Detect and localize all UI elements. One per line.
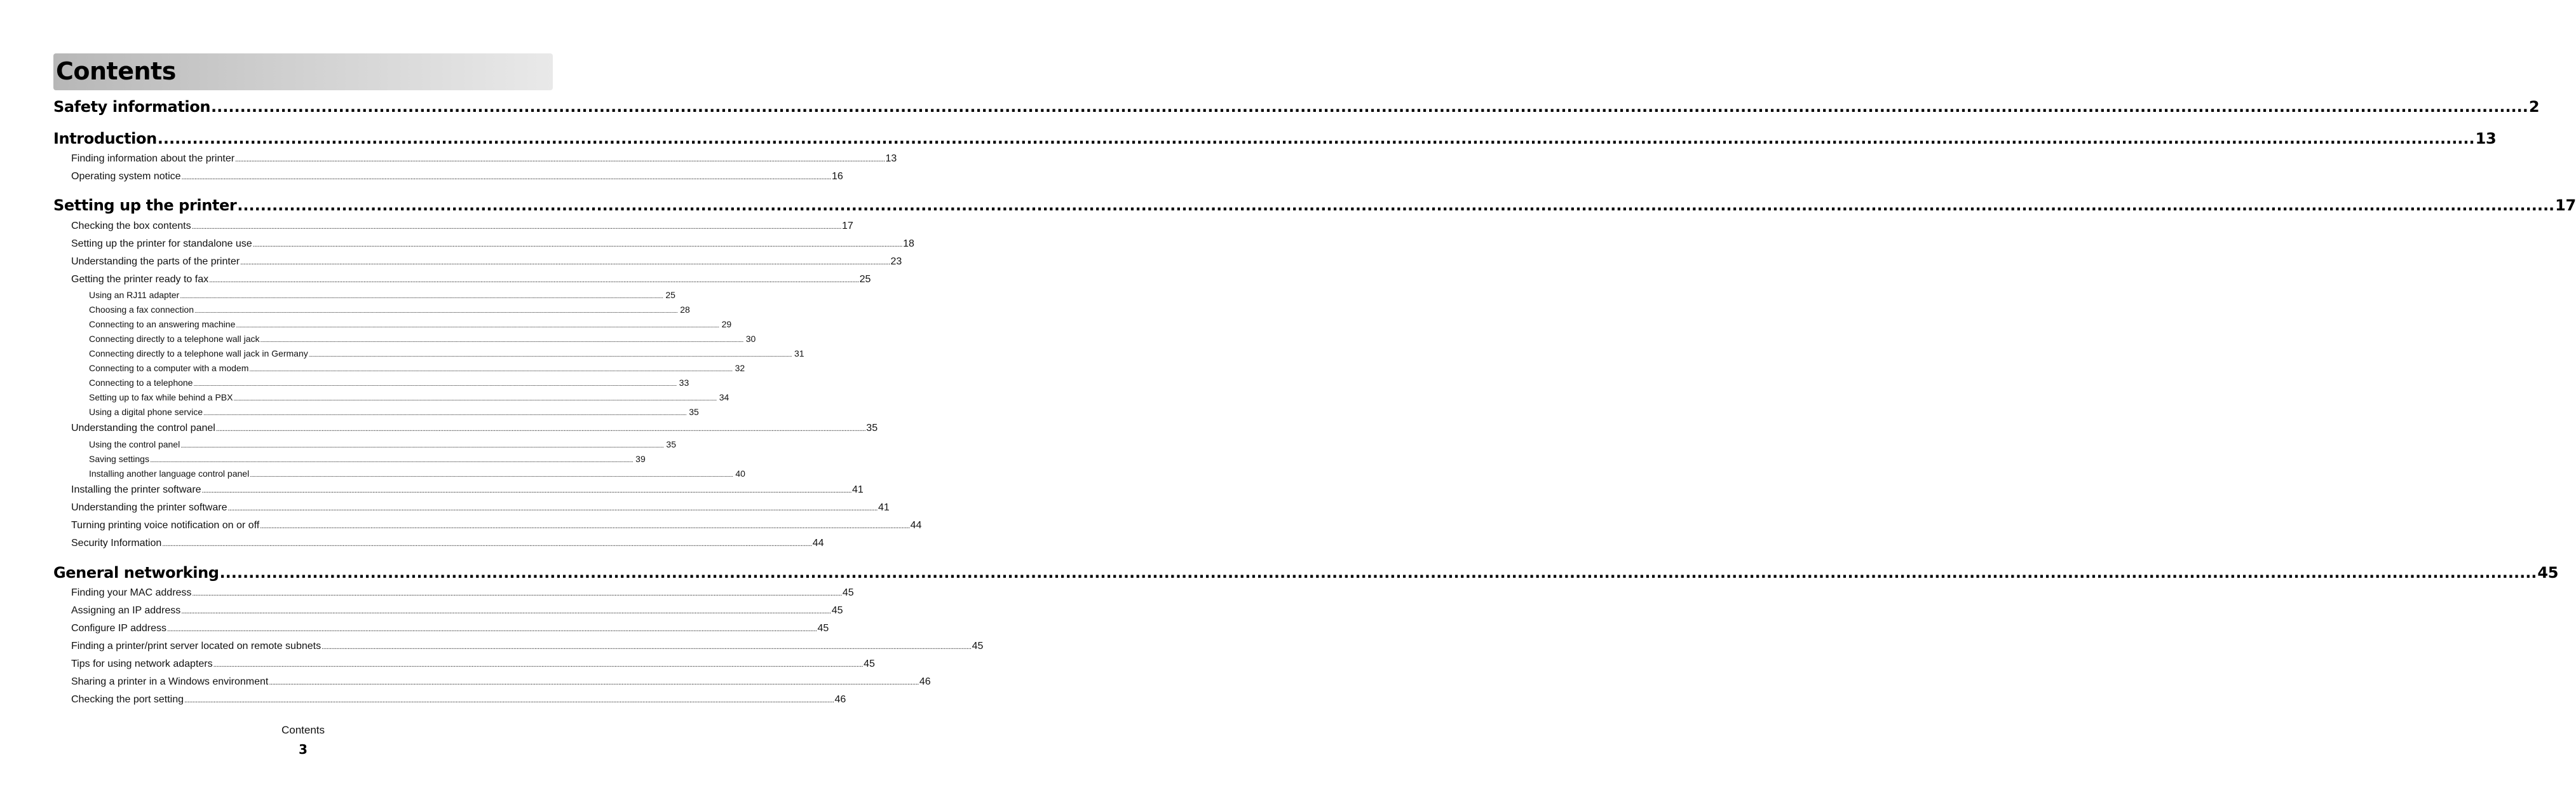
- toc-page-number: 33: [679, 378, 689, 388]
- dot-leader: ................................................................................................................................................................................................................................................................................................................................................................................................................: [209, 276, 859, 284]
- toc-entry-title: Configure IP address: [71, 623, 167, 634]
- dot-leader: ................................................................................................................................................................................................................................................................................................................................................................................................................: [181, 174, 831, 181]
- dot-leader: ................................................................................................................................................................................................................................................................................................................................................................................................................: [227, 505, 878, 512]
- toc-entry-title: Setting up to fax while behind a PBX: [89, 392, 233, 402]
- toc-subentry[interactable]: [89, 319, 732, 329]
- toc-page-number: 30: [745, 334, 756, 344]
- toc-entry-title: Checking the box contents: [71, 221, 191, 231]
- dot-leader: ................................................................................................................................................................................................................................................................................................................................................................................................................: [260, 522, 910, 530]
- toc-entry[interactable]: [71, 423, 878, 434]
- toc-entry-title: Understanding the control panel: [71, 423, 215, 433]
- toc-page-number: 41: [852, 484, 864, 495]
- toc-entry-title: Connecting directly to a telephone wall jack: [89, 334, 260, 344]
- toc-entry-title: General networking: [53, 564, 219, 582]
- toc-subentry[interactable]: [89, 439, 676, 449]
- dot-leader: ................................................................................................................................................................................................................................................................................................................................................................................................................: [219, 564, 2537, 582]
- toc-entry[interactable]: [71, 641, 984, 652]
- dot-leader: ................................................................................................................................................................................................................................................................................................................................................................................................................: [260, 337, 743, 343]
- toc-subentry[interactable]: [89, 378, 689, 388]
- footer-label: Contents: [281, 724, 325, 736]
- toc-entry[interactable]: [71, 694, 846, 706]
- toc-page-number: 46: [919, 676, 931, 687]
- toc-page-number: 45: [864, 659, 875, 669]
- dot-leader: ................................................................................................................................................................................................................................................................................................................................................................................................................: [236, 322, 719, 329]
- toc-entry[interactable]: [71, 153, 897, 165]
- toc-page-number: 44: [812, 538, 824, 549]
- toc-entry-title: Setting up the printer for standalone use: [71, 238, 252, 249]
- dot-leader: ................................................................................................................................................................................................................................................................................................................................................................................................................: [308, 352, 792, 358]
- toc-entry-title: Understanding the printer software: [71, 502, 227, 513]
- dot-leader: ................................................................................................................................................................................................................................................................................................................................................................................................................: [249, 366, 733, 372]
- dot-leader: ................................................................................................................................................................................................................................................................................................................................................................................................................: [211, 98, 2528, 116]
- toc-subentry[interactable]: [89, 334, 756, 344]
- toc-subentry[interactable]: [89, 363, 745, 373]
- dot-leader: ................................................................................................................................................................................................................................................................................................................................................................................................................: [191, 223, 842, 231]
- toc-entry-title: Using a digital phone service: [89, 407, 203, 417]
- dot-leader: ................................................................................................................................................................................................................................................................................................................................................................................................................: [180, 293, 663, 299]
- toc-entry-title: Connecting to a telephone: [89, 378, 193, 388]
- toc-subentry[interactable]: [89, 348, 804, 358]
- toc-entry-title: Connecting to an answering machine: [89, 319, 236, 329]
- toc-entry-title: Operating system notice: [71, 171, 181, 182]
- dot-leader: ................................................................................................................................................................................................................................................................................................................................................................................................................: [180, 442, 664, 449]
- dot-leader: ................................................................................................................................................................................................................................................................................................................................................................................................................: [167, 625, 817, 633]
- toc-entry-title: Connecting directly to a telephone wall jack in Germany: [89, 348, 308, 358]
- toc-entry-title: Safety information: [53, 98, 211, 116]
- dot-leader: ................................................................................................................................................................................................................................................................................................................................................................................................................: [237, 196, 2555, 214]
- toc-page-number: 32: [735, 363, 745, 373]
- toc-entry[interactable]: [71, 171, 843, 182]
- dot-leader: ................................................................................................................................................................................................................................................................................................................................................................................................................: [162, 540, 812, 548]
- toc-page-number: 16: [832, 171, 843, 182]
- toc-page-number: 29: [721, 319, 732, 329]
- toc-entry-title: Using an RJ11 adapter: [89, 290, 180, 300]
- toc-page-number: 44: [910, 520, 922, 531]
- toc-page-number: 25: [665, 290, 675, 300]
- toc-page-number: 40: [735, 468, 745, 479]
- dot-leader: ................................................................................................................................................................................................................................................................................................................................................................................................................: [240, 259, 890, 266]
- dot-leader: ................................................................................................................................................................................................................................................................................................................................................................................................................: [213, 661, 864, 669]
- footer-page-number: 3: [299, 742, 308, 757]
- toc-page-number: 45: [842, 587, 854, 598]
- dot-leader: ................................................................................................................................................................................................................................................................................................................................................................................................................: [215, 425, 866, 433]
- toc-entry-title: Saving settings: [89, 454, 149, 464]
- dot-leader: ................................................................................................................................................................................................................................................................................................................................................................................................................: [250, 472, 733, 478]
- toc-entry-title: Choosing a fax connection: [89, 304, 194, 315]
- toc-entry[interactable]: [71, 484, 864, 496]
- toc-page-number: 45: [2537, 564, 2559, 582]
- toc-page-number: 45: [831, 605, 843, 616]
- dot-leader: ................................................................................................................................................................................................................................................................................................................................................................................................................: [201, 487, 852, 495]
- toc-page-number: 35: [689, 407, 699, 417]
- toc-page-number: 28: [680, 304, 690, 315]
- toc-entry[interactable]: [71, 587, 854, 599]
- toc-page-number: 17: [842, 221, 853, 231]
- toc-entry-title: Setting up the printer: [53, 196, 237, 214]
- dot-leader: ................................................................................................................................................................................................................................................................................................................................................................................................................: [184, 697, 834, 704]
- toc-entry-title: Tips for using network adapters: [71, 659, 213, 669]
- toc-entry-title: Installing another language control panel: [89, 468, 250, 479]
- toc-entry[interactable]: [71, 538, 824, 549]
- toc-entry[interactable]: [71, 274, 871, 285]
- toc-section[interactable]: [53, 196, 2576, 214]
- toc-entry-title: Understanding the parts of the printer: [71, 256, 240, 267]
- dot-leader: ................................................................................................................................................................................................................................................................................................................................................................................................................: [193, 381, 677, 387]
- dot-leader: ................................................................................................................................................................................................................................................................................................................................................................................................................: [194, 308, 678, 314]
- page-title: Contents: [56, 57, 176, 85]
- toc-section[interactable]: [53, 564, 2559, 582]
- toc-entry[interactable]: [71, 520, 922, 531]
- toc-entry-title: Assigning an IP address: [71, 605, 181, 616]
- toc-entry-title: Checking the port setting: [71, 694, 184, 705]
- toc-page-number: 45: [972, 641, 984, 652]
- toc-subentry[interactable]: [89, 304, 690, 315]
- toc-entry-title: Security Information: [71, 538, 162, 549]
- toc-entry[interactable]: [71, 238, 914, 250]
- toc-page-number: 34: [719, 392, 729, 402]
- dot-leader: ................................................................................................................................................................................................................................................................................................................................................................................................................: [269, 679, 919, 686]
- toc-entry-title: Introduction: [53, 130, 157, 147]
- toc-page-number: 25: [859, 274, 871, 285]
- contents-header-bar: [53, 53, 553, 90]
- toc-page-number: 31: [794, 348, 804, 358]
- toc-entry[interactable]: [71, 623, 829, 634]
- dot-leader: ................................................................................................................................................................................................................................................................................................................................................................................................................: [192, 590, 842, 597]
- toc-entry[interactable]: [71, 605, 843, 617]
- toc-entry-title: Using the control panel: [89, 439, 180, 449]
- toc-page-number: 41: [878, 502, 890, 513]
- toc-entry-title: Turning printing voice notification on or off: [71, 520, 260, 531]
- dot-leader: ................................................................................................................................................................................................................................................................................................................................................................................................................: [252, 241, 903, 249]
- toc-entry-title: Installing the printer software: [71, 484, 201, 495]
- toc-section[interactable]: [53, 98, 2540, 116]
- toc-page-number: 2: [2528, 98, 2540, 116]
- dot-leader: ................................................................................................................................................................................................................................................................................................................................................................................................................: [203, 410, 687, 416]
- toc-page-number: 18: [903, 238, 914, 249]
- toc-page-number: 23: [890, 256, 902, 267]
- toc-page-number: 17: [2555, 196, 2576, 214]
- dot-leader: ................................................................................................................................................................................................................................................................................................................................................................................................................: [235, 156, 885, 163]
- toc-section[interactable]: [53, 130, 2497, 147]
- toc-page-number: 46: [834, 694, 846, 705]
- toc-subentry[interactable]: [89, 407, 699, 417]
- toc-entry[interactable]: [71, 502, 890, 514]
- dot-leader: ................................................................................................................................................................................................................................................................................................................................................................................................................: [157, 130, 2475, 147]
- toc-entry[interactable]: [71, 256, 902, 268]
- toc-entry-title: Connecting to a computer with a modem: [89, 363, 249, 373]
- dot-leader: ................................................................................................................................................................................................................................................................................................................................................................................................................: [149, 457, 634, 463]
- toc-entry-title: Getting the printer ready to fax: [71, 274, 209, 285]
- toc-entry[interactable]: [71, 659, 875, 670]
- toc-page-number: 45: [817, 623, 829, 634]
- toc-page-number: 39: [635, 454, 646, 464]
- dot-leader: ................................................................................................................................................................................................................................................................................................................................................................................................................: [322, 643, 972, 651]
- dot-leader: ................................................................................................................................................................................................................................................................................................................................................................................................................: [233, 395, 717, 402]
- toc-page-number: 13: [885, 153, 897, 164]
- toc-entry-title: Finding a printer/print server located on remote subnets: [71, 641, 322, 652]
- toc-subentry[interactable]: [89, 454, 646, 464]
- toc-entry-title: Finding your MAC address: [71, 587, 192, 598]
- toc-entry-title: Finding information about the printer: [71, 153, 235, 164]
- toc-entry[interactable]: [71, 221, 853, 232]
- dot-leader: ................................................................................................................................................................................................................................................................................................................................................................................................................: [181, 608, 831, 615]
- toc-subentry[interactable]: [89, 468, 745, 479]
- toc-page-number: 35: [866, 423, 878, 433]
- toc-entry[interactable]: [71, 676, 931, 688]
- toc-subentry[interactable]: [89, 392, 729, 402]
- toc-entry-title: Sharing a printer in a Windows environment: [71, 676, 269, 687]
- toc-page-number: 35: [666, 439, 676, 449]
- toc-subentry[interactable]: [89, 290, 675, 300]
- toc-page-number: 13: [2475, 130, 2497, 147]
